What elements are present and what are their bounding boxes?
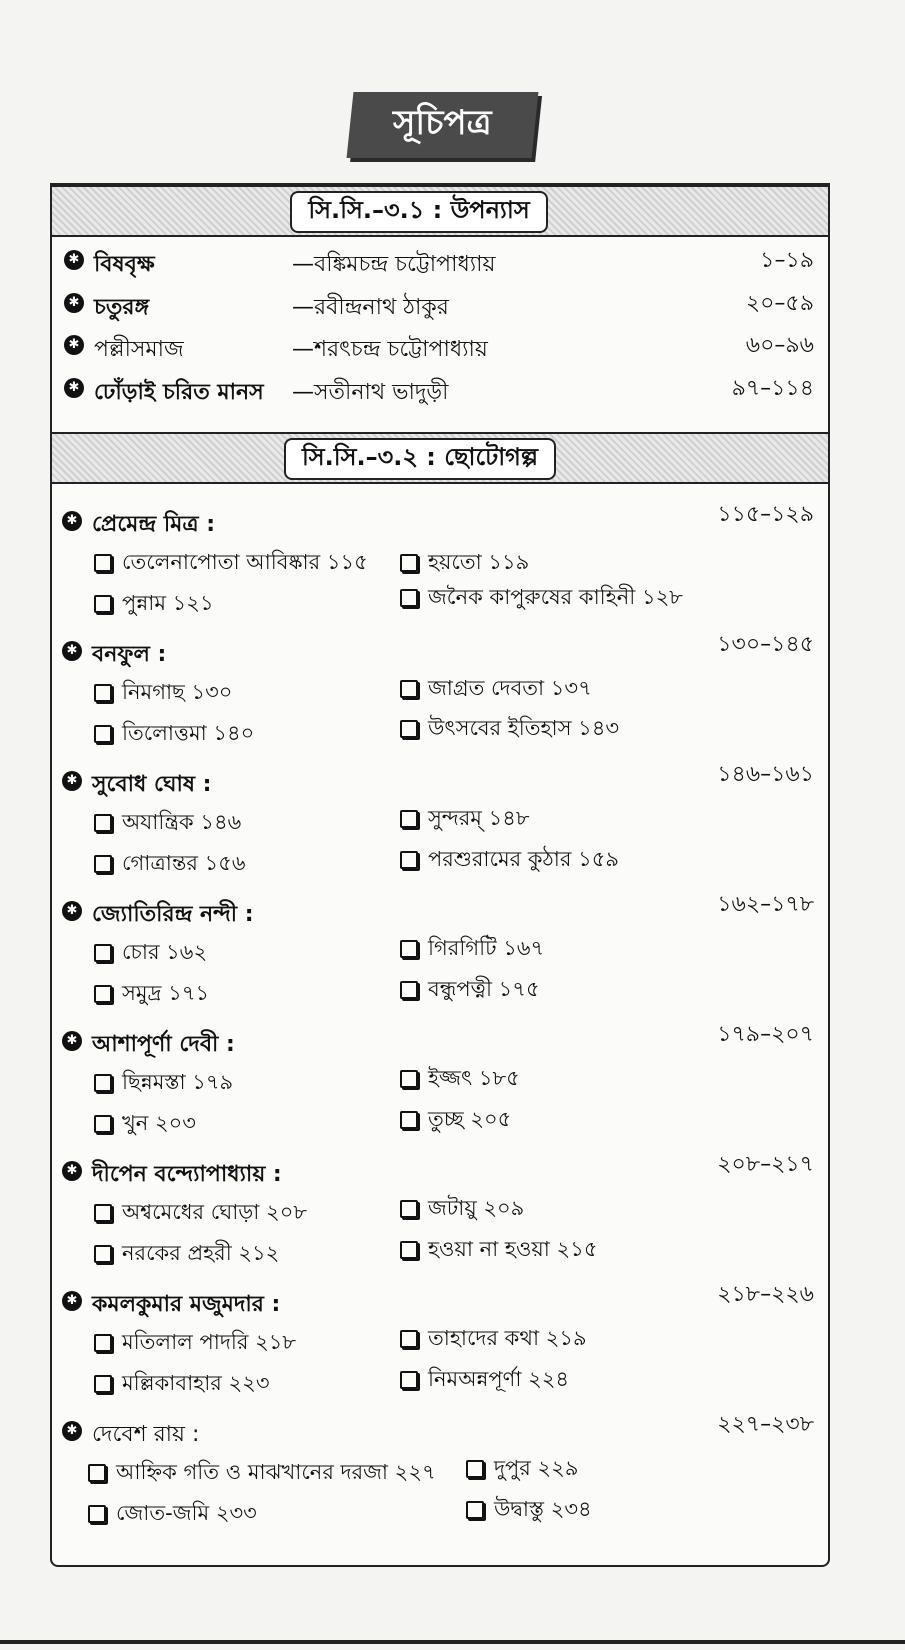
- checkbox-bullet-icon: [400, 589, 418, 607]
- checkbox-bullet-icon: [400, 940, 418, 958]
- story-item: [400, 1193, 524, 1225]
- novel-title: বিষবৃক্ষ: [94, 252, 155, 277]
- checkbox-bullet-icon: [400, 554, 418, 572]
- checkbox-bullet-icon: [400, 1070, 418, 1088]
- checkbox-bullet-icon: [400, 720, 418, 738]
- story-title: খুন ২০৩: [122, 1110, 196, 1135]
- checkbox-bullet-icon: [94, 1334, 112, 1352]
- author-name: আশাপূর্ণা দেবী :: [92, 1032, 235, 1057]
- star-bullet-icon: ✱: [64, 335, 84, 355]
- checkbox-bullet-icon: [400, 1330, 418, 1348]
- checkbox-bullet-icon: [400, 680, 418, 698]
- novel-row: [52, 286, 828, 326]
- story-title: মল্লিকাবাহার ২২৩: [122, 1370, 270, 1395]
- story-item: [94, 978, 209, 1010]
- page-title-text: সূচিপত্র: [393, 102, 492, 143]
- section-label-novels: সি.সি.–৩.১ : উপন্যাস: [290, 191, 548, 233]
- story-item: [466, 1453, 578, 1485]
- story-title: গিরগিটি ১৬৭: [428, 935, 545, 960]
- story-title: বন্ধুপত্নী ১৭৫: [428, 976, 540, 1001]
- story-title: সমুদ্র ১৭১: [122, 980, 210, 1005]
- author-name: দেবেশ রায় :: [92, 1422, 200, 1447]
- checkbox-bullet-icon: [94, 855, 112, 873]
- section-header-novels: [52, 185, 828, 237]
- page-range: ১৪৬–১৬১: [717, 762, 814, 787]
- story-item: [94, 807, 241, 839]
- story-item: [400, 1323, 587, 1355]
- story-title: মতিলাল পাদরি ২১৮: [122, 1329, 297, 1354]
- checkbox-bullet-icon: [400, 1111, 418, 1129]
- author-header: [52, 892, 828, 935]
- checkbox-bullet-icon: [466, 1501, 484, 1519]
- contents-frame: [50, 183, 830, 1567]
- checkbox-bullet-icon: [400, 1371, 418, 1389]
- checkbox-bullet-icon: [400, 1200, 418, 1218]
- story-item: [94, 1108, 196, 1140]
- novel-author: —বঙ্কিমচন্দ্র চট্টোপাধ্যায়: [292, 252, 496, 277]
- star-bullet-icon: ✱: [64, 250, 84, 270]
- story-title: হওয়া না হওয়া ২১৫: [428, 1236, 598, 1261]
- page-range: ২০৮–২১৭: [717, 1152, 814, 1177]
- checkbox-bullet-icon: [400, 981, 418, 999]
- story-title: সুন্দরম্ ১৪৮: [428, 805, 530, 830]
- story-item: [94, 937, 207, 969]
- story-title: ইজ্জৎ ১৮৫: [428, 1065, 520, 1090]
- story-item: [94, 1368, 269, 1400]
- story-item: [400, 1234, 597, 1266]
- novel-title: পল্লীসমাজ: [94, 337, 184, 362]
- novel-pages: ১–১৯: [760, 248, 814, 273]
- author-name: জ্যোতিরিন্দ্র নন্দী :: [92, 902, 254, 927]
- author-name: কমলকুমার মজুমদার :: [92, 1292, 281, 1317]
- story-title: তুচ্ছ ২০৫: [428, 1106, 512, 1131]
- star-bullet-icon: ✱: [64, 293, 84, 313]
- story-title: হয়তো ১১৯: [428, 549, 530, 574]
- checkbox-bullet-icon: [94, 1204, 112, 1222]
- story-item: [94, 1067, 233, 1099]
- page-range: ১১৫–১২৯: [717, 502, 814, 527]
- checkbox-bullet-icon: [466, 1460, 484, 1478]
- novel-title: ঢোঁড়াই চরিত মানস: [94, 380, 264, 405]
- checkbox-bullet-icon: [94, 1375, 112, 1393]
- novel-pages: ৬০–৯৬: [745, 333, 814, 358]
- author-header: [52, 1152, 828, 1195]
- story-item: [400, 1364, 569, 1396]
- checkbox-bullet-icon: [94, 1115, 112, 1133]
- section-label-short-stories: সি.সি.–৩.২ : ছোটোগল্প: [284, 438, 556, 480]
- story-title: পরশুরামের কুঠার ১৫৯: [428, 846, 619, 871]
- story-item: [94, 1197, 307, 1229]
- author-name: প্রেমেন্দ্র মিত্র :: [92, 512, 215, 537]
- novel-row: [52, 243, 828, 283]
- checkbox-bullet-icon: [94, 1245, 112, 1263]
- checkbox-bullet-icon: [400, 851, 418, 869]
- story-title: অশ্বমেধের ঘোড়া ২০৮: [122, 1199, 307, 1224]
- novel-author: —সতীনাথ ভাদুড়ী: [292, 380, 449, 405]
- star-bullet-icon: ✱: [62, 511, 82, 531]
- novel-pages: ৯৭–১১৪: [731, 376, 814, 401]
- story-title: তিলোত্তমা ১৪০: [122, 720, 255, 745]
- page-range: ১৬২–১৭৮: [717, 892, 814, 917]
- checkbox-bullet-icon: [94, 595, 112, 613]
- story-item: [400, 713, 619, 745]
- checkbox-bullet-icon: [400, 810, 418, 828]
- story-title: অযান্ত্রিক ১৪৬: [122, 809, 242, 834]
- author-header: [52, 762, 828, 805]
- story-item: [400, 582, 683, 614]
- author-header: [52, 502, 828, 545]
- story-item: [400, 803, 530, 835]
- story-title: আহ্নিক গতি ও মাঝখানের দরজা ২২৭: [116, 1459, 436, 1484]
- checkbox-bullet-icon: [94, 684, 112, 702]
- story-item: [94, 848, 246, 880]
- author-header: [52, 1412, 828, 1455]
- story-item: [88, 1457, 436, 1489]
- story-title: তেলেনাপোতা আবিষ্কার ১১৫: [122, 549, 368, 574]
- star-bullet-icon: ✱: [62, 1291, 82, 1311]
- story-title: পুন্নাম ১২১: [122, 590, 214, 615]
- checkbox-bullet-icon: [94, 814, 112, 832]
- story-item: [400, 1104, 511, 1136]
- story-item: [94, 1238, 279, 1270]
- section-header-short-stories: [52, 432, 828, 484]
- story-item: [400, 1063, 520, 1095]
- page-title: [347, 92, 539, 158]
- story-item: [400, 974, 540, 1006]
- novel-row: [52, 371, 828, 411]
- checkbox-bullet-icon: [94, 554, 112, 572]
- checkbox-bullet-icon: [94, 985, 112, 1003]
- author-header: [52, 1022, 828, 1065]
- page-range: ২২৭–২৩৮: [717, 1412, 814, 1437]
- page-range: ১৩০–১৪৫: [717, 632, 814, 657]
- story-title: দুপুর ২২৯: [494, 1455, 579, 1480]
- novel-title: চতুরঙ্গ: [94, 295, 150, 320]
- novel-author: —শরৎচন্দ্র চট্টোপাধ্যায়: [292, 337, 488, 362]
- story-item: [94, 677, 232, 709]
- checkbox-bullet-icon: [94, 725, 112, 743]
- star-bullet-icon: ✱: [62, 641, 82, 661]
- story-title: জটায়ু ২০৯: [428, 1195, 525, 1220]
- story-item: [94, 547, 368, 579]
- story-title: নিমগাছ ১৩০: [122, 679, 233, 704]
- story-title: জোত-জমি ২৩৩: [116, 1500, 257, 1525]
- page-range: ২১৮–২২৬: [717, 1282, 814, 1307]
- star-bullet-icon: ✱: [64, 378, 84, 398]
- story-title: জনৈক কাপুরুষের কাহিনী ১২৮: [428, 584, 683, 609]
- novel-row: [52, 328, 828, 368]
- story-item: [94, 718, 254, 750]
- author-name: বনফুল :: [92, 642, 167, 667]
- checkbox-bullet-icon: [400, 1241, 418, 1259]
- checkbox-bullet-icon: [94, 1074, 112, 1092]
- story-item: [400, 933, 544, 965]
- story-item: [94, 1327, 296, 1359]
- story-title: নরকের প্রহরী ২১২: [122, 1240, 280, 1265]
- story-title: নিমঅন্নপূর্ণা ২২৪: [428, 1366, 570, 1391]
- page-bottom-rule: [0, 1640, 905, 1644]
- star-bullet-icon: ✱: [62, 901, 82, 921]
- checkbox-bullet-icon: [88, 1464, 106, 1482]
- novel-pages: ২০–৫৯: [745, 291, 814, 316]
- checkbox-bullet-icon: [94, 944, 112, 962]
- story-item: [466, 1494, 592, 1526]
- star-bullet-icon: ✱: [62, 771, 82, 791]
- story-title: চোর ১৬২: [122, 939, 208, 964]
- story-title: জাগ্রত দেবতা ১৩৭: [428, 675, 592, 700]
- star-bullet-icon: ✱: [62, 1031, 82, 1051]
- author-header: [52, 1282, 828, 1325]
- story-title: উৎসবের ইতিহাস ১৪৩: [428, 715, 620, 740]
- checkbox-bullet-icon: [88, 1505, 106, 1523]
- story-item: [400, 844, 619, 876]
- star-bullet-icon: ✱: [62, 1161, 82, 1181]
- story-item: [400, 547, 529, 579]
- story-item: [400, 673, 592, 705]
- story-title: তাহাদের কথা ২১৯: [428, 1325, 587, 1350]
- story-title: গোত্রান্তর ১৫৬: [122, 850, 246, 875]
- author-name: সুবোধ ঘোষ :: [92, 772, 212, 797]
- story-title: উদ্বাস্তু ২৩৪: [494, 1496, 592, 1521]
- page-range: ১৭৯–২০৭: [717, 1022, 814, 1047]
- author-header: [52, 632, 828, 675]
- story-item: [88, 1498, 257, 1530]
- story-title: ছিন্নমস্তা ১৭৯: [122, 1069, 234, 1094]
- author-name: দীপেন বন্দ্যোপাধ্যায় :: [92, 1162, 282, 1187]
- novel-author: —রবীন্দ্রনাথ ঠাকুর: [292, 295, 449, 320]
- star-bullet-icon: ✱: [62, 1421, 82, 1441]
- story-item: [94, 588, 214, 620]
